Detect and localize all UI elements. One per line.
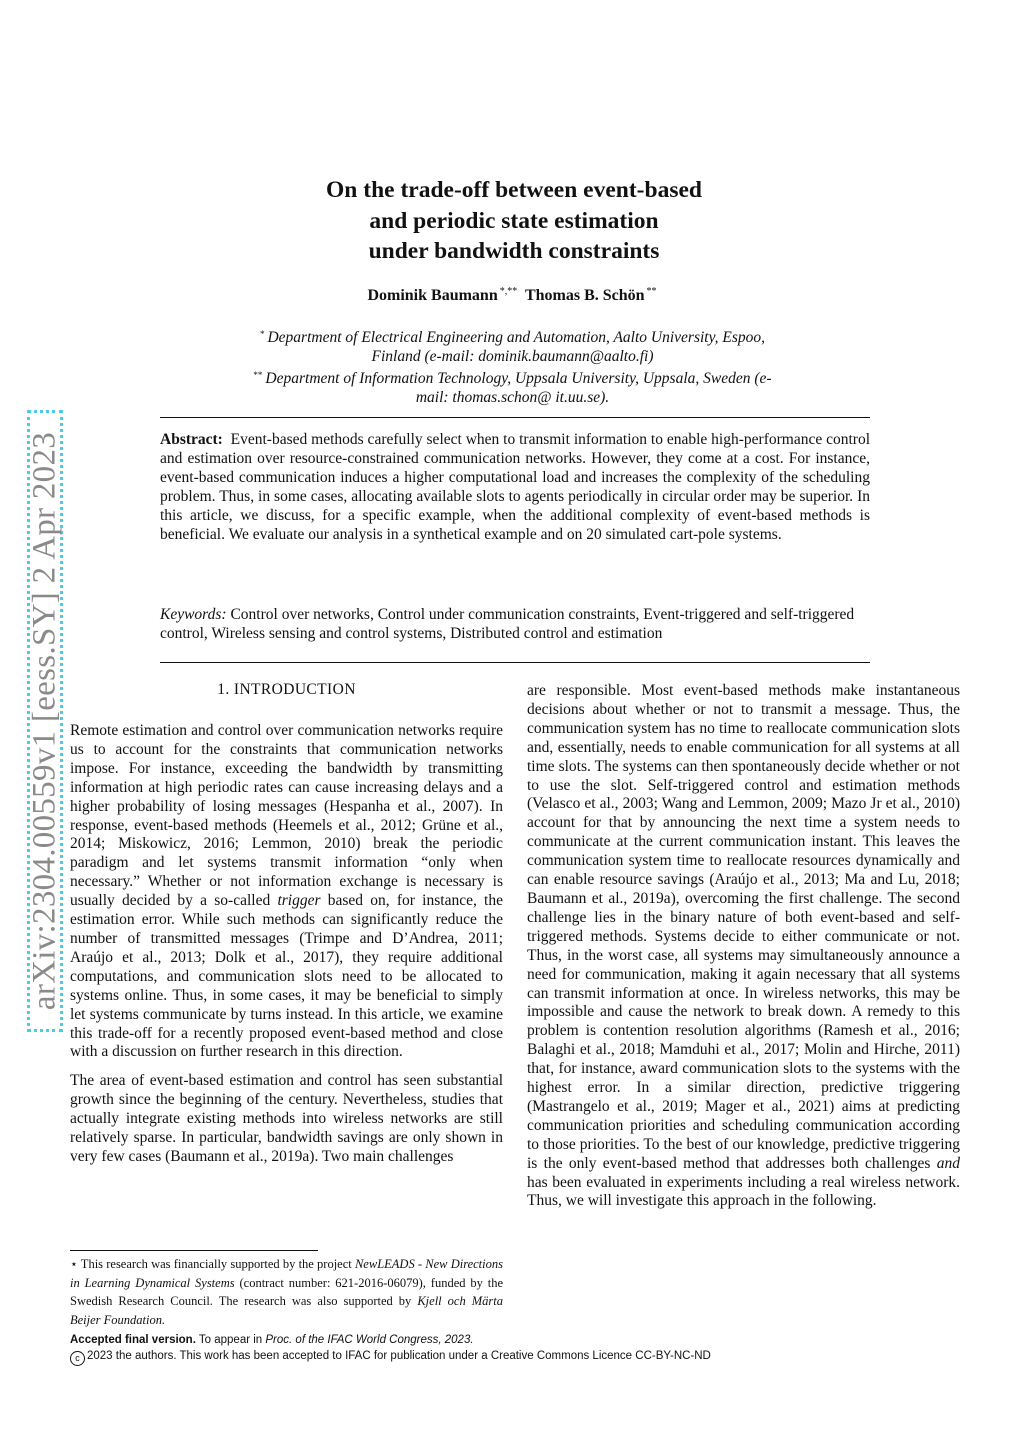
keywords: [160, 605, 870, 643]
title-line: On the trade-off between event-based: [326, 177, 702, 203]
publication-note: [70, 1332, 950, 1366]
author-name: Dominik Baumann: [367, 287, 498, 304]
abstract: [160, 430, 870, 544]
left-column: [70, 722, 503, 1167]
copyright-icon: c: [70, 1351, 85, 1366]
right-column: [527, 682, 960, 1211]
arxiv-stamp[interactable]: arXiv:2304.00559v1 [eess.SY] 2 Apr 2023: [26, 431, 63, 1011]
abstract-top-rule: [160, 417, 870, 418]
section-heading: 1. INTRODUCTION: [217, 681, 356, 698]
author-mark: **: [646, 286, 657, 297]
author-list: [180, 286, 848, 305]
affiliations: [240, 325, 785, 407]
abstract-bottom-rule: [160, 662, 870, 663]
title-line: and periodic state estimation: [369, 207, 659, 234]
abstract-label: Abstract:: [160, 431, 223, 448]
intro-paragraph-2: The area of event-based estimation and control has seen substantial growth since the beginning of the century. Nevertheless, studies that actually integrate existing methods into wireless networks are still relatively sparse. In particular, bandwidth savings are only shown in very few cases (Baumann et al., 2019a). Two main challenges: [70, 1072, 503, 1165]
title-line: under bandwidth constraints: [368, 238, 660, 264]
affiliation-2: ** Department of Information Technology, Uppsala University, Uppsala, Sweden (e-mail: thomas.schon@ it.uu.se).: [253, 370, 772, 406]
keywords-text: Control over networks, Control under communication constraints, Event-triggered and self-triggered control, Wireless sensing and control systems, Distributed control and estimation: [160, 606, 855, 642]
affiliation-1: * Department of Electrical Engineering and Automation, Aalto University, Espoo, Finland (e-mail: dominik.baumann@aalto.fi): [259, 329, 766, 365]
license-line: c 2023 the authors. This work has been accepted to IFAC for publication under a Creative Commons Licence CC-BY-NC-ND: [70, 1348, 950, 1366]
paper-title: [180, 175, 848, 267]
intro-paragraph-1: Remote estimation and control over communication networks require us to account for the constraints that communication networks impose. For instance, exceeding the bandwidth by transmitting information at high periodic rates can cause increasing delays and a higher probability of losing messages (Hespanha et al., 2007). In response, event-based methods (Heemels et al., 2012; Grüne et al., 2014; Miskowicz, 2016; Lemmon, 2010) break the periodic paradigm and let systems transmit information “only when necessary.” Whether or not information exchange is necessary is usually decided by a so-called trigger based on, for instance, the estimation error. While such methods can significantly reduce the number of transmitted messages (Trimpe and D’Andrea, 2011; Araújo et al., 2013; Dolk et al., 2017), they require additional computations, and communication slots need to be allocated to systems online. Thus, in some cases, it may be beneficial to simply let systems communicate by turns instead. In this article, we examine this trade-off for a recently proposed event-based method and close with a discussion on further research in this direction.: [70, 722, 503, 1061]
author-name: Thomas B. Schön: [524, 287, 645, 304]
keywords-label: Keywords:: [160, 606, 227, 623]
abstract-text: Event-based methods carefully select when to transmit information to enable high-performance control and estimation over resource-constrained communication networks. However, they come at a cost. For instance, event-based communication induces a higher computational load and increases the complexity of the scheduling problem. Thus, in some cases, allocating available slots to agents periodically in circular order may be superior. In this article, we discuss, for a specific example, when the additional complexity of event-based methods is beneficial. We evaluate our analysis in a synthetical example and on 20 simulated cart-pole systems.: [160, 431, 871, 543]
footnote-rule: [70, 1250, 318, 1251]
author-mark: *,**: [499, 286, 518, 297]
accepted-line: Accepted final version. To appear in Proc. of the IFAC World Congress, 2023.: [70, 1334, 474, 1346]
intro-paragraph-continued: are responsible. Most event-based methods make instantaneous decisions about whether or not to transmit a message. Thus, the communication system has no time to reallocate communication slots and, essentially, needs to enable communication for all systems at all time slots. The systems can then spontaneously decide whether or not to use the slot. Self-triggered control and estimation methods (Velasco et al., 2003; Wang and Lemmon, 2009; Mazo Jr et al., 2010) account for that by announcing the next time a system needs to communicate at the current communication instant. This leaves the communication system time to reallocate resources dynamically and can enable resource savings (Araújo et al., 2013; Ma and Lu, 2018; Baumann et al., 2019a), overcoming the first challenge. The second challenge lies in the binary nature of both event-based and self-triggered methods. Systems decide to either communicate or not. Thus, in the worst case, all systems may simultaneously announce a need for communication, making it again necessary that all systems can transmit information at once. In wireless networks, this may be impossible and cause the network to break down. A remedy to this problem is contention resolution algorithms (Ramesh et al., 2016; Balaghi et al., 2018; Mamduhi et al., 2017; Molin and Hirche, 2011) that, for instance, award communication slots to the systems with the highest error. In a similar direction, predictive triggering (Mastrangelo et al., 2019; Mager et al., 2021) aims at predicting communication priorities and scheduling communication according to those priorities. To the best of our knowledge, predictive triggering is the only event-based method that addresses both challenges and has been evaluated in experiments including a real wireless network. Thus, we will investigate this approach in the following.: [527, 682, 960, 1210]
funding-footnote: ⋆ This research was financially supported by the project NewLEADS - New Directions in Learning Dynamical Systems (contract number: 621-2016-06079), funded by the Swedish Research Council. The research was also supported by Kjell och Märta Beijer Foundation.: [70, 1257, 504, 1327]
